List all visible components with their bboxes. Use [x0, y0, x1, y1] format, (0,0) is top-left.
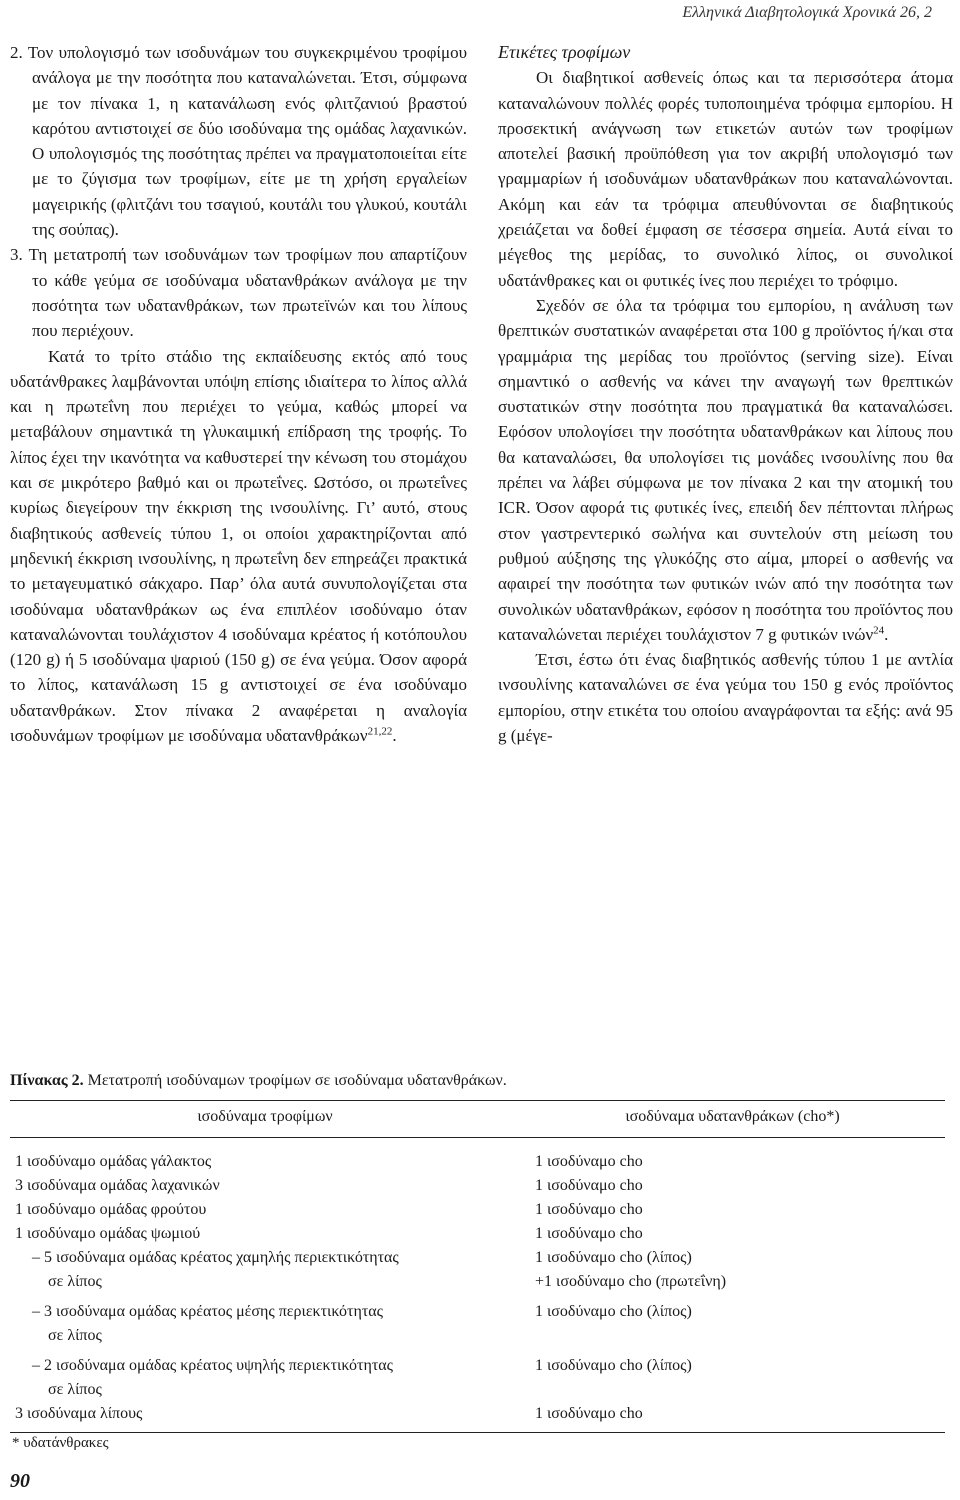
- table-cell: – 5 ισοδύναμα ομάδας κρέατος χαμηλής περιεκτικότητας: [32, 1249, 399, 1266]
- table-cell: σε λίπος: [48, 1327, 102, 1344]
- table-cell: 1 ισοδύναμο cho (λίπος): [535, 1303, 692, 1320]
- table-row: [10, 1354, 945, 1378]
- table-cell: [535, 1378, 945, 1402]
- table-cell: – 3 ισοδύναμα ομάδας κρέατος μέσης περιεκτικότητας: [32, 1303, 383, 1320]
- table-bottom-rule: [10, 1432, 945, 1433]
- table-cell: 1 ισοδύναμο cho: [535, 1225, 643, 1242]
- table-header: [10, 1101, 945, 1137]
- paragraph-end: .: [884, 624, 889, 644]
- table-cell: 1 ισοδύναμο ομάδας γάλακτος: [15, 1153, 212, 1170]
- table-row: [10, 1174, 945, 1198]
- table-cell: [535, 1324, 945, 1348]
- table-row: [10, 1300, 945, 1324]
- table-row: [10, 1198, 945, 1222]
- table-cell: – 2 ισοδύναμα ομάδας κρέατος υψηλής περιεκτικότητας: [32, 1357, 393, 1374]
- table-row: [10, 1378, 945, 1402]
- reference-superscript[interactable]: 24: [873, 624, 885, 637]
- table-cell: 1 ισοδύναμο cho: [535, 1177, 643, 1194]
- list-item-3: 3. Τη μετατροπή των ισοδυνάμων των τροφίμων που απαρτίζουν το κάθε γεύμα σε ισοδύναμα υδατανθράκων ανάλογα με την ποσότητα των υδατανθράκων, των πρωτεϊνών και του λίπους που περιέχουν.: [10, 245, 467, 341]
- list-item-2: 2. Τον υπολογισμό των ισοδυνάμων του συγκεκριμένου τροφίμου ανάλογα με την ποσότητα που καταναλώνεται. Έτσι, σύμφωνα με τον πίνακα 1, η κατανάλωση ενός φλιτζανιού βραστού καρότου αντιστοιχεί σε δύο ισοδύναμα της ομάδας λαχανικών. Ο υπολογισμός της ποσότητας πρέπει να πραγματοποιείται είτε με το ζύγισμα των τροφίμων, είτε με τη χρήση εργαλείων μαγειρικής (φλιτζάνι του τσαγιού, κουτάλι του γλυκού, κουτάλι της σούπας).: [10, 43, 467, 240]
- table-cell: 1 ισοδύναμο ομάδας φρούτου: [15, 1201, 207, 1218]
- reference-superscript[interactable]: 21,22: [367, 725, 393, 738]
- page-number: 90: [10, 1470, 30, 1492]
- journal-header: Ελληνικά Διαβητολογικά Χρονικά 26, 2: [682, 4, 932, 21]
- table-header-cell: ισοδύναμα υδατανθράκων (cho*): [625, 1108, 840, 1125]
- right-column: [498, 40, 953, 748]
- paragraph: [10, 344, 467, 749]
- table-caption: [10, 1072, 507, 1090]
- paragraph-text: Σχεδόν σε όλα τα τρόφιμα του εμπορίου, η ανάλυση των θρεπτικών συστατικών αναφέρεται στα 100 g προϊόντος ή/και στα γραμμάρια της μερίδας του προϊόντος (serving size). Είναι σημαντικό ο ασθενής να κάνει την αναγωγή των θρεπτικών συστατικών στην ποσότητα που πραγματικά θα καταναλώσει. Εφόσον υπολογίσει την ποσότητα υδατανθράκων και λίπους που θα καταναλώσει, θα υπολογίσει τις μονάδες ινσουλίνης που θα πρέπει να λάβει σύμφωνα με τον πίνακα 2 και την ατομική του ICR. Όσον αφορά τις φυτικές ίνες, επειδή δεν πέπτονται πλήρως στον γαστρεντερικό σωλήνα και συντελούν στη μείωση του ρυθμού αύξησης της γλυκόζης στο αίμα, μπορεί ο ασθενής να αφαιρεί την ποσότητα των φυτικών ινών από την ποσότητα των συνολικών υδατανθράκων, εφόσον η ποσότητα του προϊόντος που καταναλώνεται περιέχει τουλάχιστον 7 g φυτικών ινών: [498, 295, 953, 644]
- table-row: [10, 1270, 945, 1294]
- table-cell: 1 ισοδύναμο cho: [535, 1201, 643, 1218]
- table-row: [10, 1246, 945, 1270]
- table-label: Πίνακας 2.: [10, 1072, 84, 1089]
- paragraph: Οι διαβητικοί ασθενείς όπως και τα περισσότερα άτομα καταναλώνουν πολλές φορές τυποποιημένα τρόφιμα εμπορίου. Η προσεκτική ανάγνωση των ετικετών αυτών των τροφίμων αποτελεί βασική προϋπόθεση για τον ακριβή υπολογισμό των γραμμαρίων ή ισοδυνάμων υδατανθράκων που καταναλώνονται. Ακόμη και εάν τα τρόφιμα απευθύνονται σε διαβητικούς χρειάζεται να δοθεί έμφαση σε τέσσερα σημεία. Αυτά είναι το μέγεθος της μερίδας, το συνολικό λίπος, οι συνολικοί υδατάνθρακες και οι φυτικές ίνες που περιέχει το τρόφιμο.: [498, 68, 953, 290]
- table-body: [10, 1138, 945, 1432]
- paragraph: [498, 293, 953, 647]
- table-header-cell: ισοδύναμα τροφίμων: [197, 1108, 333, 1125]
- paragraph-text: Κατά το τρίτο στάδιο της εκπαίδευσης εκτός από τους υδατάνθρακες λαμβάνονται υπόψη επίσης ιδιαίτερα το λίπος αλλά και η πρωτεΐνη που περιέχει το γεύμα, καθώς μπορεί να μεταβάλουν σημαντικά τη γλυκαιμική επίδραση της τροφής. Το λίπος έχει την ικανότητα να καθυστερεί την κένωση του στομάχου και σε μικρότερο βαθμό και οι πρωτεΐνες. Ωστόσο, οι πρωτεΐνες κυρίως διεγείρουν την έκκριση της ινσουλίνης. Γι’ αυτό, στους διαβητικούς ασθενείς τύπου 1, οι οποίοι χαρακτηρίζονται από μηδενική έκκριση ινσουλίνης, η πρωτεΐνη δεν επηρεάζει πρακτικά το μεταγευματικό σάκχαρο. Παρ’ όλα αυτά συνυπολογίζεται στα ισοδύναμα υδατανθράκων ως ένα επιπλέον ισοδύναμο όταν καταναλώνονται τουλάχιστον 4 ισοδύναμα κρέατος ή κοτόπουλου (120 g) ή 5 ισοδύναμα ψαριού (150 g) σε ένα γεύμα. Όσον αφορά το λίπος, κατανάλωση 15 g αντιστοιχεί σε ένα ισοδύναμο υδατανθράκων. Στον πίνακα 2 αναφέρεται η αναλογία ισοδυνάμων τροφίμων με ισοδύναμα υδατανθράκων: [10, 346, 467, 746]
- table-cell: 3 ισοδύναμα ομάδας λαχανικών: [15, 1177, 220, 1194]
- table-footnote: * υδατάνθρακες: [12, 1435, 109, 1451]
- table-cell: 1 ισοδύναμο cho (λίπος): [535, 1249, 692, 1266]
- table-cell: +1 ισοδύναμο cho (πρωτεΐνη): [535, 1273, 727, 1290]
- table-row: [10, 1402, 945, 1426]
- paragraph: Έτσι, έστω ότι ένας διαβητικός ασθενής τύπου 1 με αντλία ινσουλίνης καταναλώνει σε ένα γεύμα του 150 g ενός προϊόντος εμπορίου, στην ετικέτα του οποίου αναγράφονται τα εξής: ανά 95 g (μέγε-: [498, 650, 953, 746]
- table-cell: σε λίπος: [48, 1273, 102, 1290]
- table: [10, 1100, 945, 1433]
- left-column: [10, 40, 467, 748]
- table-cell: 1 ισοδύναμο cho (λίπος): [535, 1357, 692, 1374]
- paragraph-end: .: [392, 726, 397, 746]
- table-row: [10, 1324, 945, 1348]
- table-row: [10, 1150, 945, 1174]
- table-cell: σε λίπος: [48, 1381, 102, 1398]
- table-caption-text: Μετατροπή ισοδύναμων τροφίμων σε ισοδύναμα υδατανθράκων.: [87, 1072, 507, 1089]
- section-title: Ετικέτες τροφίμων: [498, 42, 631, 62]
- table-row: [10, 1222, 945, 1246]
- table-cell: 3 ισοδύναμα λίπους: [15, 1405, 143, 1422]
- table-cell: 1 ισοδύναμο cho: [535, 1405, 643, 1422]
- table-cell: 1 ισοδύναμο ομάδας ψωμιού: [15, 1225, 201, 1242]
- table-cell: 1 ισοδύναμο cho: [535, 1153, 643, 1170]
